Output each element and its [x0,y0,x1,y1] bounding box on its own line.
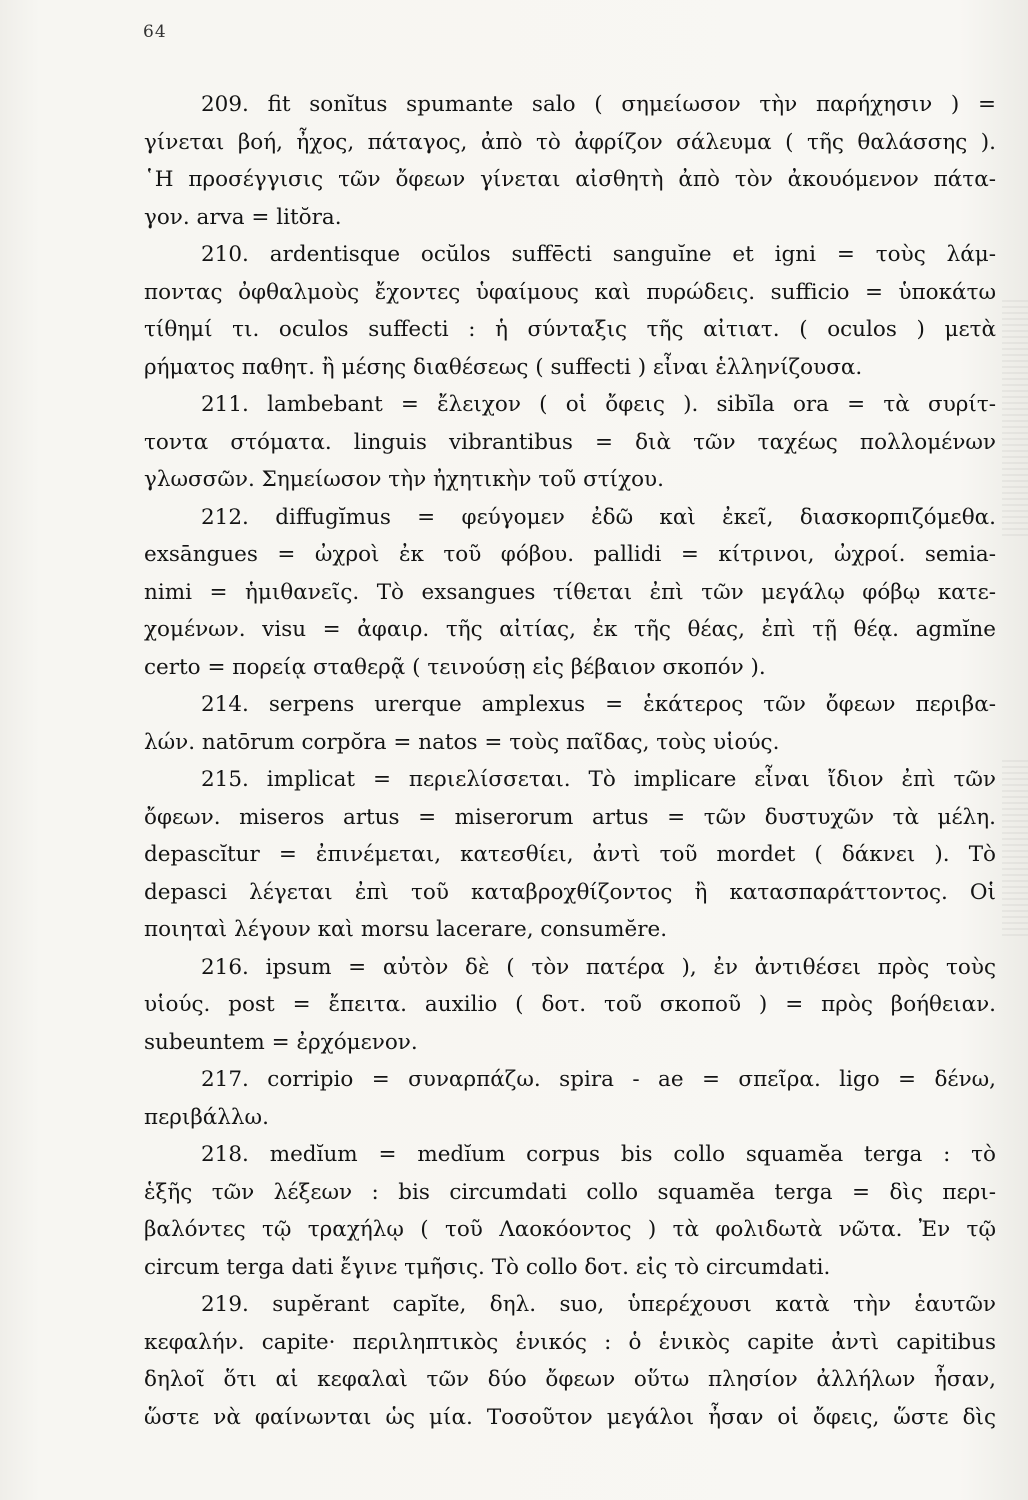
text-line: circum terga dati ἔγινε τμῆσις. Τὸ collo δοτ. εἰς τὸ circumdati. [144,1254,831,1280]
text-line: 209. fit sonĭtus spumante salo ( σημείωσον τὴν παρήχησιν ) = [201,92,996,117]
text-line: depascĭtur = ἐπινέμεται, κατεσθίει, ἀντὶ τοῦ mordet ( δάκνει ). Τὸ [144,842,996,867]
text-line: δηλοῖ ὅτι αἱ κεφαλαὶ τῶν δύο ὄφεων οὕτω πλησίον ἀλλήλων ἦσαν, [144,1367,996,1392]
text-line: 211. lambebant = ἔλειχον ( οἱ ὄφεις ). sibĭla ora = τὰ συρίτ- [201,392,996,417]
text-line: certo = πορείᾳ σταθερᾷ ( τεινούσῃ εἰς βέβαιον σκοπόν ). [144,654,766,680]
text-line: ποντας ὀφθαλμοὺς ἔχοντες ὑφαίμους καὶ πυρώδεις. sufficio = ὑποκάτω [144,279,996,305]
text-line: γον. arva = litŏra. [144,204,342,230]
text-line: ρήματος παθητ. ἢ μέσης διαθέσεως ( suffecti ) εἶναι ἑλληνίζουσα. [144,354,863,380]
text-line: 210. ardentisque ocŭlos suffēcti sanguĭne et igni = τοὺς λάμ- [201,242,996,267]
text-line: 216. ipsum = αὐτὸν δὲ ( τὸν πατέρα ), ἐν ἀντιθέσει πρὸς τοὺς [201,954,996,980]
text-line: nimi = ἡμιθανεῖς. Τὸ exsangues τίθεται ἐπὶ τῶν μεγάλῳ φόβῳ κατε- [144,579,996,605]
text-line: 217. corripio = συναρπάζω. spira - ae = σπεῖρα. ligo = δένω, [201,1067,996,1092]
text-line: γλωσσῶν. Σημείωσον τὴν ἠχητικὴν τοῦ στίχου. [144,467,664,492]
text-line: 215. implicat = περιελίσσεται. Τὸ implicare εἶναι ἴδιον ἐπὶ τῶν [201,767,996,792]
show-through-mark [1002,760,1028,940]
text-line: 212. diffugĭmus = φεύγομεν ἐδῶ καὶ ἐκεῖ, διασκορπιζόμεθα. [201,504,996,530]
text-line: τίθημί τι. oculos suffecti : ἡ σύνταξις τῆς αἰτιατ. ( oculos ) μετὰ [144,317,996,342]
text-line: 218. medĭum = medĭum corpus bis collo squamĕa terga : τὸ [201,1142,996,1167]
text-line: χομένων. visu = ἀφαιρ. τῆς αἰτίας, ἐκ τῆς θέας, ἐπὶ τῇ θέᾳ. agmĭne [144,617,996,642]
text-line: λών. natōrum corpŏra = natos = τοὺς παῖδας, τοὺς υἱούς. [144,729,780,755]
text-line: περιβάλλω. [144,1104,269,1130]
commentary-text [144,86,996,1436]
text-line: subeuntem = ἐρχόμενον. [144,1029,418,1055]
page-number: 64 [143,22,167,42]
text-line: υἱούς. post = ἔπειτα. auxilio ( δοτ. τοῦ σκοποῦ ) = πρὸς βοήθειαν. [144,992,996,1017]
text-line: ὥστε νὰ φαίνωνται ὡς μία. Τοσοῦτον μεγάλοι ἦσαν οἱ ὄφεις, ὥστε δὶς [144,1404,996,1430]
text-line: ἑξῆς τῶν λέξεων : bis circumdati collo squamĕa terga = δὶς περι- [144,1179,996,1205]
text-line: γίνεται βοή, ἦχος, πάταγος, ἀπὸ τὸ ἀφρίζον σάλευμα ( τῆς θαλάσσης ). [144,129,996,155]
text-line: depasci λέγεται ἐπὶ τοῦ καταβροχθίζοντος ἢ κατασπαράττοντος. Οἱ [144,879,996,905]
text-line: exsāngues = ὠχροὶ ἐκ τοῦ φόβου. pallidi = κίτρινοι, ὠχροί. semia- [144,542,996,567]
text-line: ῾Η προσέγγισις τῶν ὄφεων γίνεται αἰσθητὴ ἀπὸ τὸν ἀκουόμενον πάτα- [144,167,996,192]
text-line: 214. serpens urerque amplexus = ἑκάτερος τῶν ὄφεων περιβα- [201,692,996,717]
text-line: ποιηταὶ λέγουν καὶ morsu lacerare, consumĕre. [144,917,668,942]
text-line: τοντα στόματα. linguis vibrantibus = διὰ τῶν ταχέως πολλομένων [144,429,996,455]
show-through-mark [1002,300,1028,540]
text-line: ὄφεων. miseros artus = miserorum artus = τῶν δυστυχῶν τὰ μέλη. [144,804,996,830]
text-line: 219. supĕrant capĭte, δηλ. suo, ὑπερέχουσι κατὰ τὴν ἑαυτῶν [201,1292,996,1317]
text-line: βαλόντες τῷ τραχήλῳ ( τοῦ Λαοκόοντος ) τὰ φολιδωτὰ νῶτα. Ἐν τῷ [144,1217,996,1242]
text-line: κεφαλήν. capite· περιληπτικὸς ἑνικός : ὁ ἑνικὸς capite ἀντὶ capitibus [144,1329,996,1355]
